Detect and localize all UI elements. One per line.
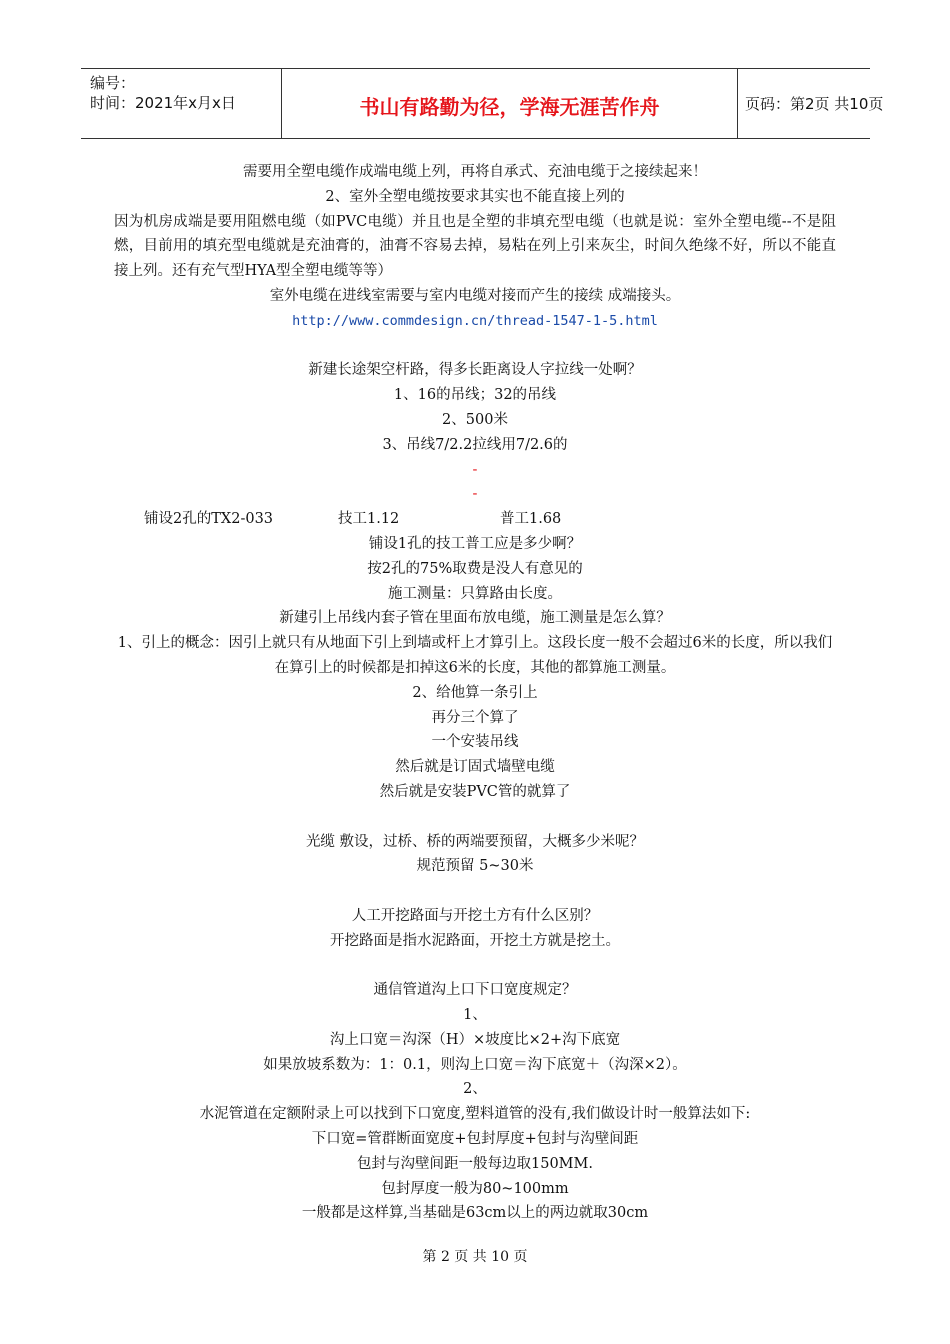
answer-line: 按2孔的75%取费是没人有意见的	[367, 560, 583, 577]
answer-line: 如果放坡系数为：1：0.1，则沟上口宽＝沟下底宽＋（沟深×2）。	[263, 1056, 687, 1073]
document-body	[114, 160, 836, 1226]
answer-line: 一个安装吊线	[431, 734, 519, 751]
red-dash-mark: -	[472, 461, 478, 478]
answer-line: 开挖路面是指水泥路面，开挖土方就是挖土。	[330, 932, 620, 949]
answer-line: 规范预留 5~30米	[416, 858, 534, 875]
body-line: 室外电缆在进线室需要与室内电缆对接而产生的接续 成端接头。	[269, 287, 681, 304]
reference-link[interactable]: http://www.commdesign.cn/thread-1547-1-5.html	[292, 312, 658, 329]
answer-line: 2、给他算一条引上	[412, 684, 538, 701]
answer-line: 水泥管道在定额附录上可以找到下口宽度,塑料道管的没有,我们做设计时一般算法如下:	[199, 1106, 751, 1123]
blank-line	[130, 805, 820, 830]
header-right-cell	[737, 69, 884, 138]
body-line: 2、室外全塑电缆按要求其实也不能直接上列的	[325, 188, 625, 205]
answer-line: 然后就是订固式墙壁电缆	[395, 759, 555, 776]
header-motto: 书山有路勤为径，学海无涯苦作舟	[359, 95, 660, 119]
answer-line: 2、500米	[442, 411, 508, 428]
answer-line: 下口宽=管群断面宽度+包封厚度+包封与沟壁间距	[311, 1131, 639, 1148]
question-line: 光缆 敷设，过桥、桥的两端要预留，大概多少米呢？	[305, 833, 645, 850]
answer-line: 包封与沟壁间距一般每边取150MM.	[357, 1155, 593, 1172]
answer-line: 1、	[463, 1007, 487, 1024]
answer-line: 再分三个算了	[431, 709, 519, 726]
body-paragraph: 因为机房成端是要用阻燃电缆（如PVC电缆）并且也是全塑的非填充型电缆（也就是说：室外全塑电缆--不是阻燃，目前用的填充型电缆就是充油膏的，油膏不容易去掉，易粘在列上引来灰尘，时间久绝缘不好，所以不能直接上列。还有充气型HYA型全塑电缆等等）	[114, 213, 836, 280]
question-line: 新建长途架空杆路，得多长距离设人字拉线一处啊？	[308, 362, 642, 379]
question-line: 新建引上吊线内套子管在里面布放电缆，施工测量是怎么算？	[279, 610, 671, 627]
answer-line: 沟上口宽＝沟深（H）×坡度比×2+沟下底宽	[329, 1031, 621, 1048]
answer-line: 施工测量：只算路由长度。	[388, 585, 562, 602]
body-line: 需要用全塑电缆作成端电缆上列，再将自承式、充油电缆于之接续起来！	[243, 164, 707, 180]
body-paragraph: 1、引上的概念：因引上就只有从地面下引上到墙或杆上才算引上。这段长度一般不会超过6米的长度，所以我们在算引上的时候都是扣掉这6米的长度，其他的都算施工测量。	[117, 635, 833, 676]
page-number-label: 页码：第2页 共10页	[745, 95, 884, 113]
header-left-cell	[81, 69, 281, 138]
document-number-label: 编号：	[90, 74, 136, 92]
red-dash-mark: -	[472, 486, 478, 503]
question-line: 铺设1孔的技工普工应是多少啊？	[368, 535, 582, 552]
answer-line: 2、	[463, 1081, 487, 1098]
document-time-label: 时间：2021年x月x日	[90, 94, 236, 112]
labor-technician: 技工1.12	[338, 511, 400, 528]
labor-row	[130, 507, 820, 532]
blank-line	[130, 334, 820, 359]
blank-line	[130, 879, 820, 904]
answer-line: 包封厚度一般为80~100mm	[381, 1180, 569, 1197]
labor-item: 铺设2孔的TX2-033	[144, 511, 274, 528]
page-footer: 第 2 页 共 10 页	[422, 1249, 528, 1265]
blank-line	[130, 954, 820, 979]
answer-line: 3、吊线7/2.2拉线用7/2.6的	[382, 436, 568, 453]
question-line: 通信管道沟上口下口宽度规定？	[373, 982, 577, 999]
answer-line: 一般都是这样算,当基础是63cm以上的两边就取30cm	[301, 1205, 649, 1222]
header-motto-cell	[281, 69, 738, 138]
question-line: 人工开挖路面与开挖土方有什么区别？	[351, 907, 599, 924]
answer-line: 然后就是安装PVC管的就算了	[379, 783, 571, 800]
answer-line: 1、16的吊线；32的吊线	[393, 387, 557, 404]
document-header	[81, 68, 884, 139]
labor-worker: 普工1.68	[500, 511, 562, 528]
